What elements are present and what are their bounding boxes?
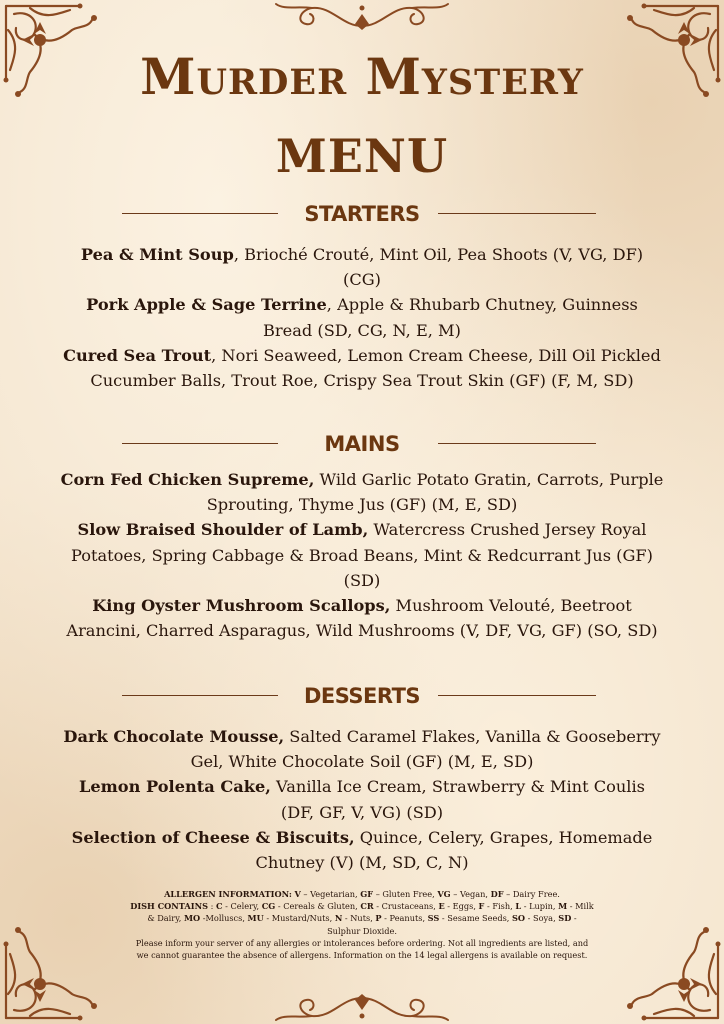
allergen-text: - Sesame Seeds,: [439, 913, 512, 924]
allergen-code: DF: [490, 889, 504, 899]
allergen-code: C: [215, 901, 223, 912]
menu-subtitle: MENU: [275, 129, 449, 183]
allergen-text: -Molluscs,: [200, 913, 248, 924]
divider: [438, 443, 596, 444]
allergen-text: - Milk & Dairy,: [147, 901, 594, 924]
allergen-text: – Dairy Free.: [503, 889, 560, 899]
divider: [438, 695, 596, 696]
dish-item: [60, 724, 664, 774]
dish-description: Vanilla Ice Cream, Strawberry & Mint Coulis (DF, GF, V, VG) (SD): [270, 777, 645, 822]
section-title: STARTERS: [304, 202, 420, 226]
allergen-code: M: [558, 901, 568, 912]
divider: [438, 213, 596, 214]
allergen-code: SO: [512, 913, 526, 924]
allergen-code: CR: [360, 901, 374, 912]
menu-title: Murder Mystery: [140, 47, 584, 106]
allergen-code: GF: [360, 889, 374, 899]
allergen-code: CG: [261, 901, 276, 912]
allergen-label: ALLERGEN INFORMATION:: [164, 889, 292, 899]
allergen-code: SS: [427, 913, 440, 924]
section-heading-desserts: [0, 682, 724, 712]
allergen-text: - Lupin,: [521, 901, 559, 912]
allergen-code: VG: [437, 889, 451, 899]
dish-description: Mushroom Velouté, Beetroot Arancini, Charred Asparagus, Wild Mushrooms (V, DF, VG, GF) (SO, SD): [66, 596, 658, 641]
allergen-text: - Eggs,: [444, 901, 479, 912]
dish-description: Salted Caramel Flakes, Vanilla & Gooseberry Gel, White Chocolate Soil (GF) (M, E, SD): [190, 727, 661, 772]
allergen-code: E: [438, 901, 445, 912]
allergen-text: - Crustaceans,: [373, 901, 439, 912]
dish-name: Pork Apple & Sage Terrine: [86, 295, 327, 315]
allergen-text: - Mustard/Nuts,: [263, 913, 335, 924]
allergen-code: P: [375, 913, 382, 924]
allergen-text: – Vegetarian,: [300, 889, 361, 899]
allergen-code: N: [334, 913, 343, 924]
section-title: MAINS: [324, 432, 400, 456]
allergen-key: [130, 888, 594, 900]
dish-item: [60, 292, 664, 342]
section-heading-mains: [0, 430, 724, 460]
allergen-text: - Celery,: [222, 901, 262, 912]
allergen-code: MU: [247, 913, 264, 924]
dish-description: , Nori Seaweed, Lemon Cream Cheese, Dill Oil Pickled Cucumber Balls, Trout Roe, Crispy Sea Trout Skin (GF) (F, M, SD): [90, 345, 661, 391]
contains-label: DISH CONTAINS: [130, 901, 209, 912]
flourish-ornament-icon: [272, 990, 452, 1024]
allergen-code: F: [478, 901, 485, 912]
dish-name: Corn Fed Chicken Supreme,: [60, 470, 315, 489]
dish-item: [60, 593, 664, 643]
allergen-code: MO: [183, 913, 201, 924]
allergen-text: - Peanuts,: [381, 913, 428, 924]
dish-description: , Apple & Rhubarb Chutney, Guinness Bread (SD, CG, N, E, M): [263, 295, 638, 340]
dish-item: [60, 242, 664, 292]
starters-list: [60, 242, 664, 393]
corner-ornament-icon: [0, 904, 120, 1024]
dish-description: Watercress Crushed Jersey Royal Potatoes, Spring Cabbage & Broad Beans, Mint & Redcurrant Jus (GF) (SD): [71, 520, 653, 590]
corner-ornament-icon: [604, 904, 724, 1024]
dish-name: Selection of Cheese & Biscuits,: [71, 827, 355, 847]
dish-item: [60, 517, 664, 593]
allergen-text: – Vegan,: [450, 889, 491, 899]
allergen-text: - Fish,: [484, 901, 516, 912]
dish-description: Wild Garlic Potato Gratin, Carrots, Purple Sprouting, Thyme Jus (GF) (M, E, SD): [206, 470, 664, 515]
allergen-text: - Sulphur Dioxide.: [327, 913, 577, 936]
contains-key: DISH CONTAINS : C - Celery, CG - Cereals & Gluten, CR - Crustaceans, E - Eggs, F - Fish, L - Lupin, M - Milk & Dairy, MO -Molluscs, MU - Mustard/Nuts, N - Nuts, P - Peanuts, SS - Sesame Seeds, SO - Soya, SD - Sulphur Dioxide.: [130, 901, 594, 936]
flourish-ornament-icon: [272, 0, 452, 34]
allergen-text: - Nuts,: [342, 913, 376, 924]
dish-item: [60, 774, 664, 824]
dish-name: King Oyster Mushroom Scallops,: [92, 596, 391, 616]
allergen-footer: [130, 888, 594, 961]
dish-description: Quince, Celery, Grapes, Homemade Chutney (V) (M, SD, C, N): [255, 827, 653, 873]
section-title: DESSERTS: [303, 684, 421, 708]
allergen-code: L: [515, 901, 522, 912]
dish-name: Slow Braised Shoulder of Lamb,: [77, 520, 369, 540]
dish-item: [60, 467, 664, 517]
allergen-text: - Cereals & Gluten,: [275, 901, 361, 912]
section-heading-starters: [0, 200, 724, 230]
dish-name: Cured Sea Trout: [63, 345, 212, 365]
allergen-notice: Please inform your server of any allergies or intolerances before ordering. Not all ingredients are listed, and we cannot guarantee the absence of allergens. Information on the 14 legal allergens is available on request.: [135, 937, 589, 961]
allergen-code: SD: [558, 913, 572, 924]
dish-item: [60, 343, 664, 393]
dish-description: , Brioché Crouté, Mint Oil, Pea Shoots (V, VG, DF) (CG): [233, 245, 644, 290]
allergen-code: V: [294, 889, 301, 899]
allergen-text: – Gluten Free,: [373, 889, 438, 899]
mains-list: [60, 467, 664, 643]
dish-item: [60, 825, 664, 875]
desserts-list: [60, 724, 664, 875]
dish-name: Dark Chocolate Mousse,: [63, 727, 285, 746]
dish-name: Lemon Polenta Cake,: [79, 777, 271, 797]
allergen-text: - Soya,: [525, 913, 559, 924]
dish-name: Pea & Mint Soup: [80, 245, 234, 264]
